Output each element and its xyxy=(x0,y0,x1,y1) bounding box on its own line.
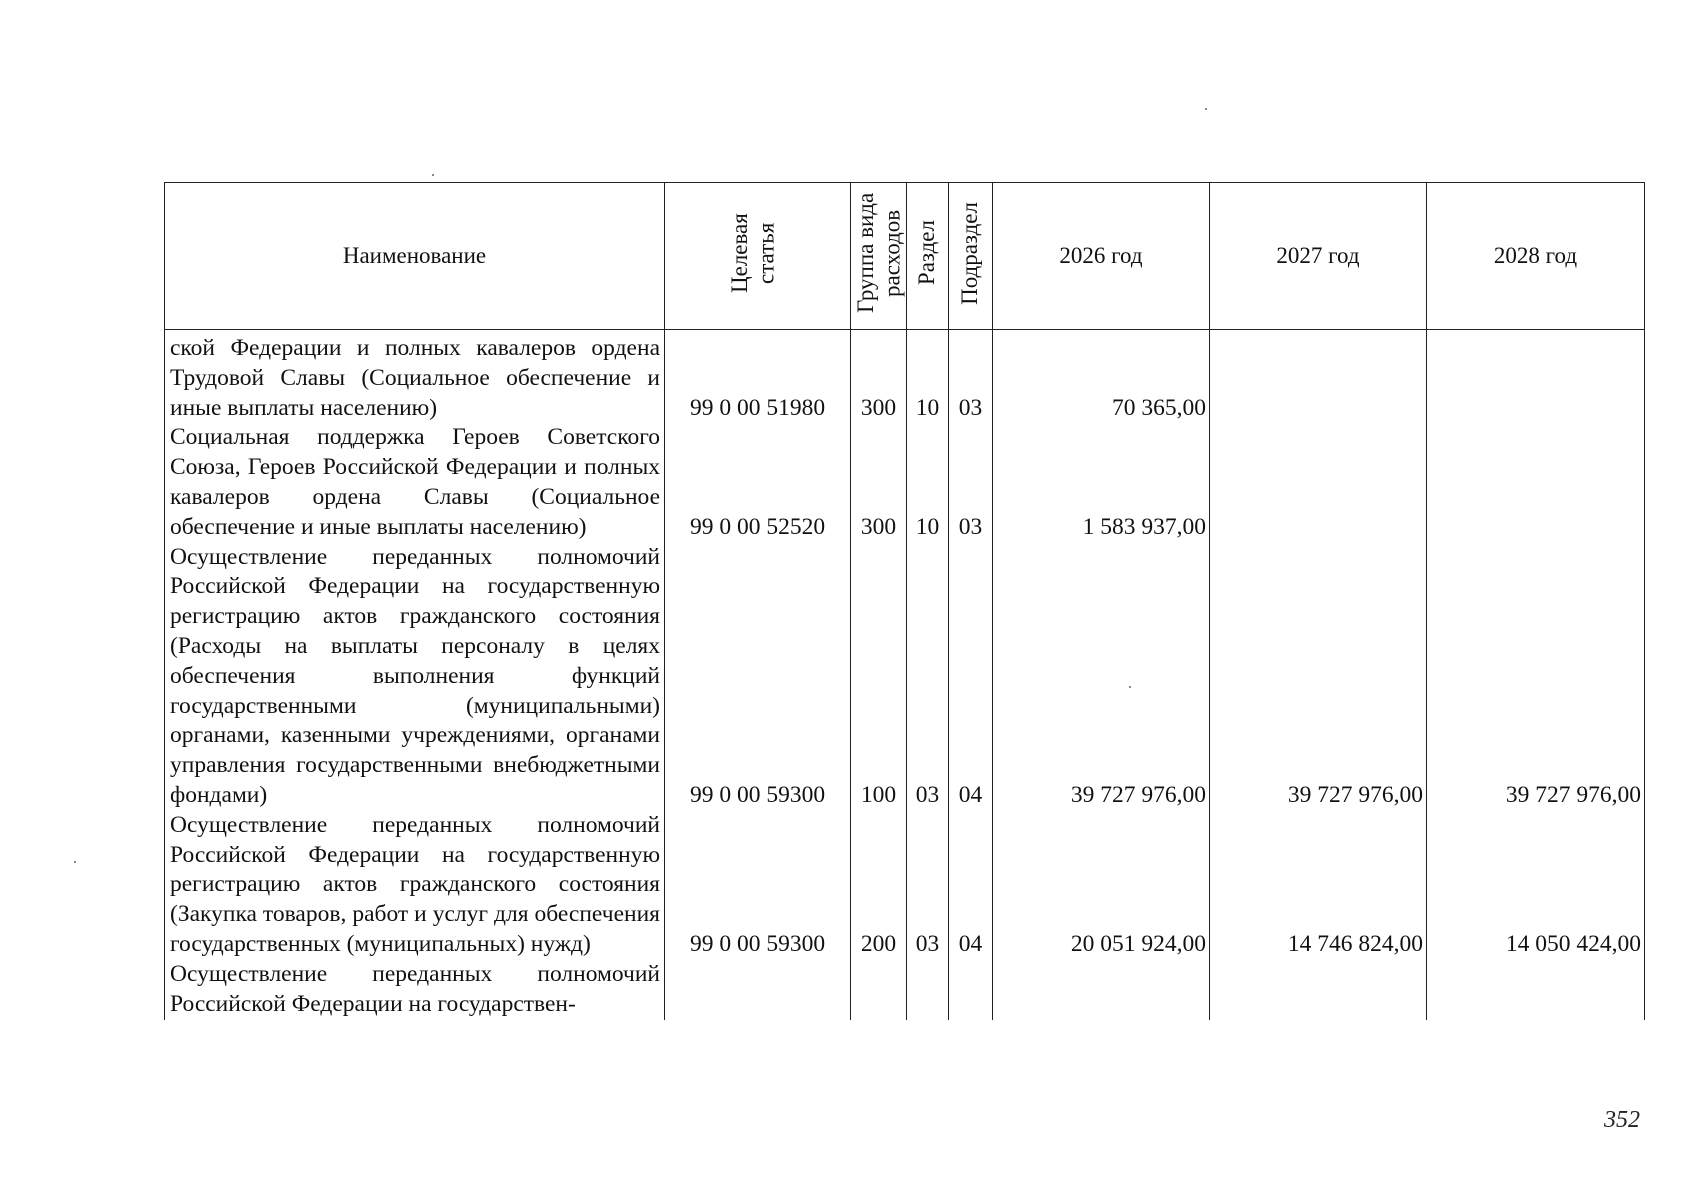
row-name: Социальная поддержка Героев Советского Союза, Героев Российской Федерации и полных кавалеров ордена Славы (Социальное обеспечение и иные выплаты населению) xyxy=(165,423,665,542)
row-section: 10 xyxy=(907,330,949,424)
row-value-2027: 14 746 824,00 xyxy=(1210,811,1427,960)
row-section: 03 xyxy=(907,811,949,960)
header-subsection xyxy=(949,183,993,330)
row-article: 99 0 00 59300 xyxy=(665,811,851,960)
table-row xyxy=(165,330,1645,424)
row-value-2026 xyxy=(993,960,1210,1020)
header-article xyxy=(665,183,851,330)
table-row xyxy=(165,960,1645,1020)
table-header-row xyxy=(165,183,1645,330)
row-value-2027: 39 727 976,00 xyxy=(1210,543,1427,811)
row-value-2027 xyxy=(1210,330,1427,424)
row-subsection xyxy=(949,960,993,1020)
scan-speck xyxy=(74,861,76,863)
row-value-2028 xyxy=(1427,330,1645,424)
table-row xyxy=(165,811,1645,960)
row-value-2026: 70 365,00 xyxy=(993,330,1210,424)
row-value-2026: 1 583 937,00 xyxy=(993,423,1210,542)
row-subsection: 04 xyxy=(949,811,993,960)
scan-speck xyxy=(1129,686,1131,688)
row-group xyxy=(851,960,907,1020)
row-value-2028: 39 727 976,00 xyxy=(1427,543,1645,811)
table-row xyxy=(165,423,1645,542)
scan-speck xyxy=(1205,108,1207,110)
row-subsection: 03 xyxy=(949,423,993,542)
scan-speck xyxy=(432,174,434,176)
row-subsection: 04 xyxy=(949,543,993,811)
row-group: 300 xyxy=(851,330,907,424)
header-article-label: Целевая статья xyxy=(726,213,778,293)
header-subsection-label: Подраздел xyxy=(957,201,983,305)
budget-table-sheet xyxy=(164,182,1644,1020)
header-group-label: Группа вида расходов xyxy=(852,192,904,314)
row-section: 03 xyxy=(907,543,949,811)
row-name: Осуществление переданных полномочий Российской Федерации на государственную регистрацию актов гражданского состояния (Закупка товаров, работ и услуг для обеспечения государственных (муниципальных) нужд) xyxy=(165,811,665,960)
header-year-2027: 2027 год xyxy=(1210,183,1427,330)
budget-table xyxy=(164,182,1645,1020)
row-group: 100 xyxy=(851,543,907,811)
row-group: 200 xyxy=(851,811,907,960)
row-value-2028: 14 050 424,00 xyxy=(1427,811,1645,960)
header-name: Наименование xyxy=(165,183,665,330)
row-name: Осуществление переданных полномочий Российской Федерации на государственную регистрацию актов гражданского состояния (Расходы на выплаты персоналу в целях обеспечения выполнения функций государственными (муниципальными) органами, казенными учреждениями, органами управления государственными внебюджетными фондами) xyxy=(165,543,665,811)
row-value-2027 xyxy=(1210,960,1427,1020)
page-number: 352 xyxy=(1604,1107,1640,1133)
row-value-2027 xyxy=(1210,423,1427,542)
table-row xyxy=(165,543,1645,811)
header-year-2028: 2028 год xyxy=(1427,183,1645,330)
row-section xyxy=(907,960,949,1020)
header-year-2026: 2026 год xyxy=(993,183,1210,330)
row-value-2028 xyxy=(1427,423,1645,542)
header-section-label: Раздел xyxy=(914,220,940,286)
row-name: Осуществление переданных полномочий Российской Федерации на государствен- xyxy=(165,960,665,1020)
row-group: 300 xyxy=(851,423,907,542)
row-article: 99 0 00 51980 xyxy=(665,330,851,424)
row-name: ской Федерации и полных кавалеров ордена Трудовой Славы (Социальное обеспечение и иные выплаты населению) xyxy=(165,330,665,424)
row-section: 10 xyxy=(907,423,949,542)
row-subsection: 03 xyxy=(949,330,993,424)
header-section xyxy=(907,183,949,330)
row-value-2028 xyxy=(1427,960,1645,1020)
header-group xyxy=(851,183,907,330)
row-article: 99 0 00 59300 xyxy=(665,543,851,811)
row-article xyxy=(665,960,851,1020)
row-value-2026: 20 051 924,00 xyxy=(993,811,1210,960)
row-article: 99 0 00 52520 xyxy=(665,423,851,542)
row-value-2026: 39 727 976,00 xyxy=(993,543,1210,811)
